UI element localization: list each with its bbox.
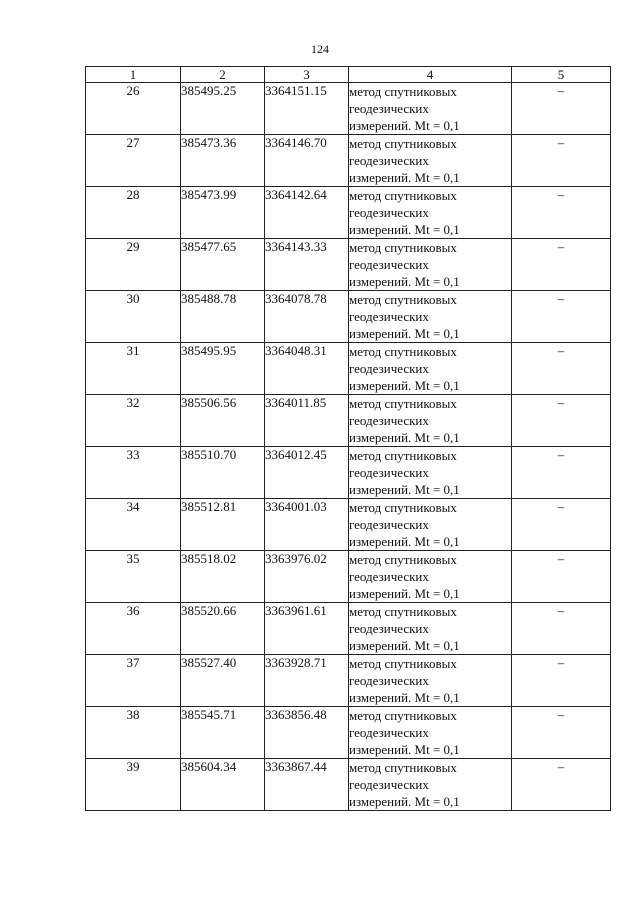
method-text-line: метод спутниковых — [349, 396, 457, 411]
method-text-line: геодезических — [349, 361, 429, 376]
coordinate-y: 3363961.61 — [265, 603, 349, 655]
coordinate-y: 3363856.48 — [265, 707, 349, 759]
table-row — [86, 83, 611, 135]
table-body — [86, 83, 611, 811]
coordinate-x: 385520.66 — [181, 603, 265, 655]
coordinate-x: 385510.70 — [181, 447, 265, 499]
coordinate-x: 385512.81 — [181, 499, 265, 551]
table-row — [86, 187, 611, 239]
column-5-mark: – — [512, 603, 611, 655]
method-text-line: метод спутниковых — [349, 500, 457, 515]
column-5-mark: – — [512, 499, 611, 551]
coordinate-y: 3364012.45 — [265, 447, 349, 499]
measurement-method — [349, 343, 512, 395]
method-text-line: геодезических — [349, 309, 429, 324]
column-5-mark: – — [512, 551, 611, 603]
column-5-mark: – — [512, 655, 611, 707]
method-text-line: метод спутниковых — [349, 292, 457, 307]
method-text-line: геодезических — [349, 569, 429, 584]
table-row — [86, 603, 611, 655]
method-text-line: измерений. Mt = 0,1 — [349, 690, 460, 705]
method-text-line: измерений. Mt = 0,1 — [349, 378, 460, 393]
column-5-mark: – — [512, 83, 611, 135]
method-text-line: метод спутниковых — [349, 344, 457, 359]
coordinate-x: 385473.36 — [181, 135, 265, 187]
method-text-line: измерений. Mt = 0,1 — [349, 430, 460, 445]
coordinate-y: 3363867.44 — [265, 759, 349, 811]
method-text-line: измерений. Mt = 0,1 — [349, 326, 460, 341]
method-text-line: геодезических — [349, 673, 429, 688]
method-text-line: измерений. Mt = 0,1 — [349, 742, 460, 757]
measurement-method — [349, 655, 512, 707]
coordinate-y: 3364011.85 — [265, 395, 349, 447]
coordinate-x: 385545.71 — [181, 707, 265, 759]
method-text-line: геодезических — [349, 517, 429, 532]
method-text-line: геодезических — [349, 621, 429, 636]
point-number: 26 — [86, 83, 181, 135]
method-text-line: метод спутниковых — [349, 448, 457, 463]
column-5-mark: – — [512, 447, 611, 499]
coordinate-x: 385495.95 — [181, 343, 265, 395]
measurement-method — [349, 395, 512, 447]
measurement-method — [349, 187, 512, 239]
point-number: 28 — [86, 187, 181, 239]
method-text-line: метод спутниковых — [349, 552, 457, 567]
method-text-line: геодезических — [349, 205, 429, 220]
point-number: 33 — [86, 447, 181, 499]
measurement-method — [349, 239, 512, 291]
table-row — [86, 395, 611, 447]
method-text-line: метод спутниковых — [349, 136, 457, 151]
column-header-2: 2 — [181, 67, 265, 83]
point-number: 37 — [86, 655, 181, 707]
point-number: 32 — [86, 395, 181, 447]
table-row — [86, 551, 611, 603]
point-number: 34 — [86, 499, 181, 551]
coordinate-x: 385527.40 — [181, 655, 265, 707]
coordinate-x: 385495.25 — [181, 83, 265, 135]
column-header-1: 1 — [86, 67, 181, 83]
method-text-line: геодезических — [349, 465, 429, 480]
measurement-method — [349, 759, 512, 811]
coordinate-x: 385473.99 — [181, 187, 265, 239]
table-row — [86, 655, 611, 707]
method-text-line: измерений. Mt = 0,1 — [349, 118, 460, 133]
column-header-5: 5 — [512, 67, 611, 83]
method-text-line: измерений. Mt = 0,1 — [349, 794, 460, 809]
table-row — [86, 135, 611, 187]
column-header-3: 3 — [265, 67, 349, 83]
measurement-method — [349, 291, 512, 343]
measurement-method — [349, 83, 512, 135]
method-text-line: метод спутниковых — [349, 240, 457, 255]
column-5-mark: – — [512, 239, 611, 291]
table-row — [86, 291, 611, 343]
method-text-line: измерений. Mt = 0,1 — [349, 170, 460, 185]
coordinate-y: 3363928.71 — [265, 655, 349, 707]
coordinate-y: 3363976.02 — [265, 551, 349, 603]
method-text-line: геодезических — [349, 257, 429, 272]
table-row — [86, 759, 611, 811]
coordinate-y: 3364151.15 — [265, 83, 349, 135]
method-text-line: метод спутниковых — [349, 84, 457, 99]
point-number: 27 — [86, 135, 181, 187]
table-row — [86, 499, 611, 551]
coordinate-y: 3364142.64 — [265, 187, 349, 239]
coordinate-y: 3364001.03 — [265, 499, 349, 551]
column-5-mark: – — [512, 343, 611, 395]
measurement-method — [349, 603, 512, 655]
table-row — [86, 447, 611, 499]
point-number: 36 — [86, 603, 181, 655]
coordinate-y: 3364048.31 — [265, 343, 349, 395]
method-text-line: измерений. Mt = 0,1 — [349, 274, 460, 289]
table-row — [86, 343, 611, 395]
column-5-mark: – — [512, 187, 611, 239]
measurement-method — [349, 135, 512, 187]
method-text-line: метод спутниковых — [349, 188, 457, 203]
method-text-line: геодезических — [349, 101, 429, 116]
method-text-line: геодезических — [349, 777, 429, 792]
method-text-line: метод спутниковых — [349, 760, 457, 775]
table-row — [86, 707, 611, 759]
coordinate-x: 385506.56 — [181, 395, 265, 447]
page-number: 124 — [311, 42, 329, 56]
column-5-mark: – — [512, 395, 611, 447]
measurement-method — [349, 447, 512, 499]
column-header-4: 4 — [349, 67, 512, 83]
measurement-method — [349, 499, 512, 551]
method-text-line: измерений. Mt = 0,1 — [349, 482, 460, 497]
method-text-line: метод спутниковых — [349, 604, 457, 619]
coordinate-y: 3364146.70 — [265, 135, 349, 187]
method-text-line: измерений. Mt = 0,1 — [349, 222, 460, 237]
method-text-line: геодезических — [349, 725, 429, 740]
measurement-method — [349, 551, 512, 603]
coordinate-x: 385518.02 — [181, 551, 265, 603]
method-text-line: геодезических — [349, 153, 429, 168]
point-number: 30 — [86, 291, 181, 343]
measurement-method — [349, 707, 512, 759]
column-5-mark: – — [512, 707, 611, 759]
method-text-line: метод спутниковых — [349, 656, 457, 671]
column-5-mark: – — [512, 759, 611, 811]
coordinate-y: 3364143.33 — [265, 239, 349, 291]
table-row — [86, 239, 611, 291]
method-text-line: измерений. Mt = 0,1 — [349, 534, 460, 549]
coordinate-x: 385488.78 — [181, 291, 265, 343]
point-number: 29 — [86, 239, 181, 291]
point-number: 35 — [86, 551, 181, 603]
point-number: 39 — [86, 759, 181, 811]
method-text-line: измерений. Mt = 0,1 — [349, 586, 460, 601]
point-number: 31 — [86, 343, 181, 395]
column-5-mark: – — [512, 135, 611, 187]
coordinate-x: 385604.34 — [181, 759, 265, 811]
column-5-mark: – — [512, 291, 611, 343]
coordinates-table — [85, 66, 611, 811]
method-text-line: измерений. Mt = 0,1 — [349, 638, 460, 653]
method-text-line: метод спутниковых — [349, 708, 457, 723]
point-number: 38 — [86, 707, 181, 759]
coordinate-y: 3364078.78 — [265, 291, 349, 343]
coordinate-x: 385477.65 — [181, 239, 265, 291]
header-row — [86, 67, 611, 83]
method-text-line: геодезических — [349, 413, 429, 428]
